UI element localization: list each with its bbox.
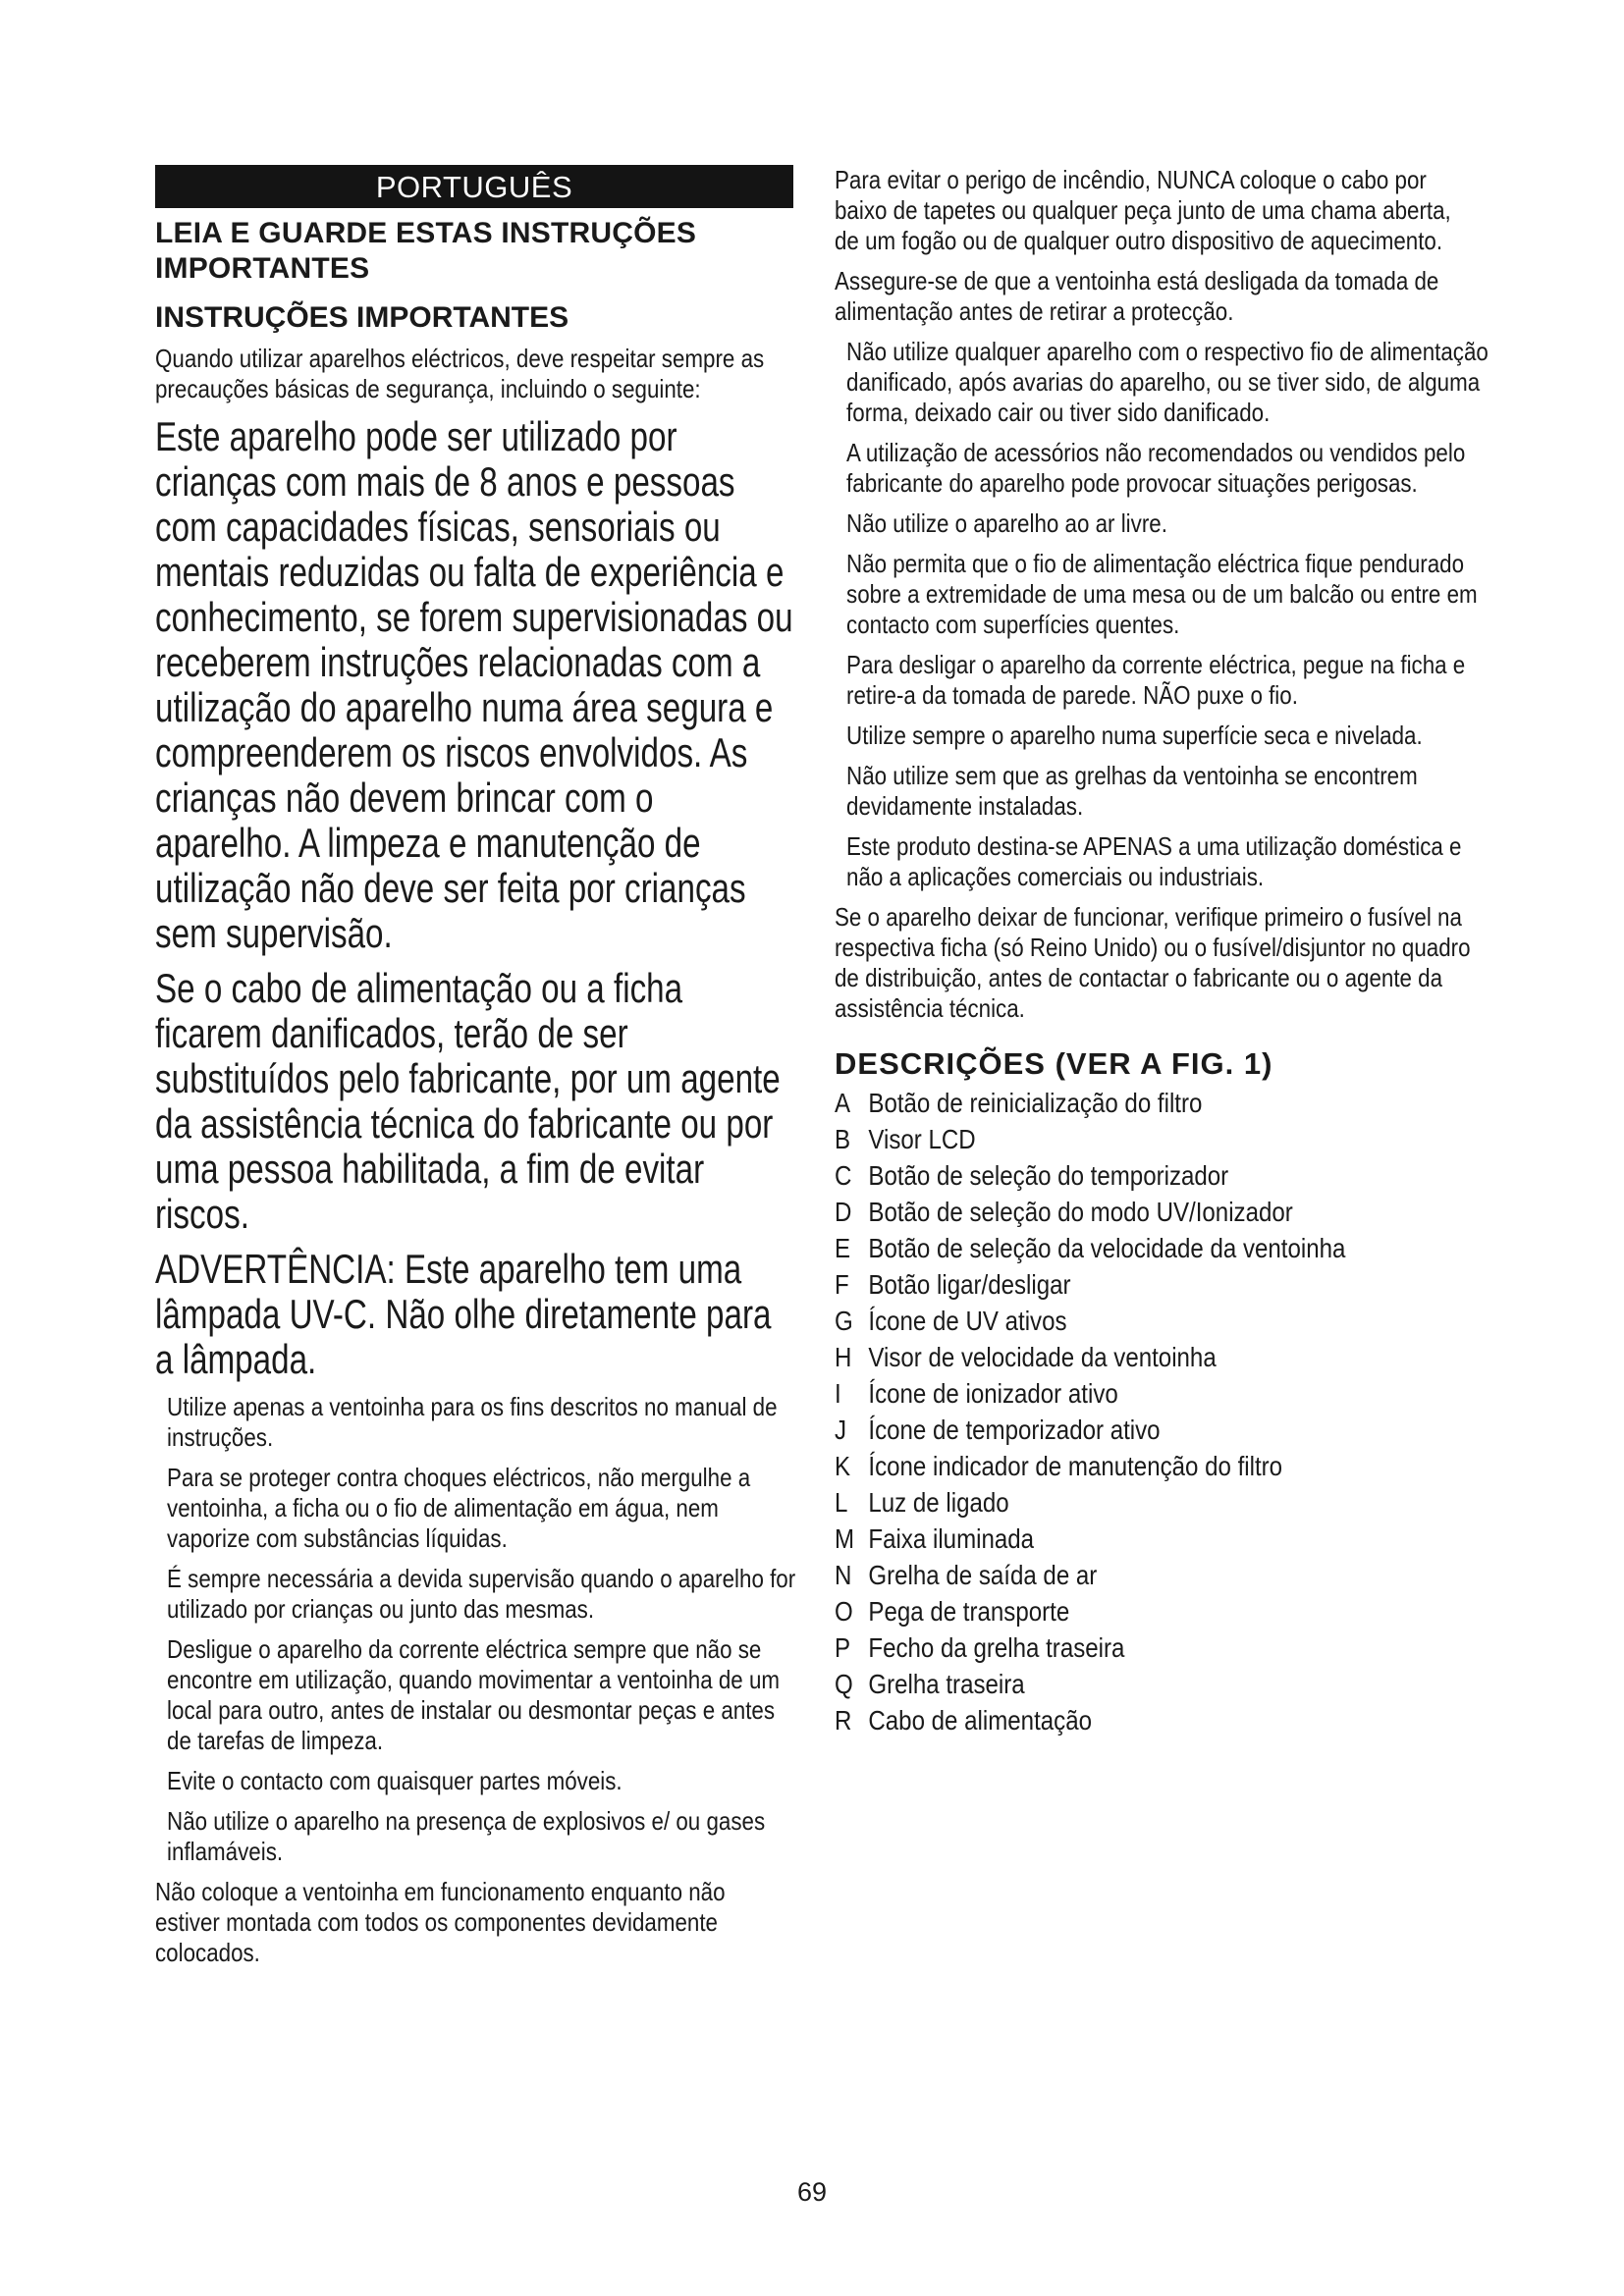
- safety-paragraph: Desligue o aparelho da corrente eléctrica sempre que não se encontre em utilização, quando movimentar a ventoinha de um local para outro, antes de instalar ou desmontar peças e antes de tarefas de limpeza.: [167, 1634, 781, 1755]
- list-item: [835, 1121, 1481, 1157]
- item-text: Ícone de UV ativos: [868, 1306, 1067, 1336]
- item-letter: B: [835, 1124, 851, 1154]
- large-warning-paragraph: Se o cabo de alimentação ou a ficha ficarem danificados, terão de ser substituídos pelo fabricante, por um agente da assistência técnica do fabricante ou por uma pessoa habilitada, a fim de evitar riscos.: [155, 965, 781, 1237]
- list-item: [835, 1448, 1481, 1484]
- item-text: Pega de transporte: [868, 1596, 1070, 1627]
- item-letter: H: [835, 1342, 852, 1372]
- page-number: 69: [796, 2177, 828, 2207]
- item-text: Visor de velocidade da ventoinha: [868, 1342, 1217, 1372]
- safety-paragraph: Assegure-se de que a ventoinha está desligada da tomada de alimentação antes de retirar a protecção.: [835, 266, 1439, 326]
- safety-paragraph: Não coloque a ventoinha em funcionamento enquanto não estiver montada com todos os componentes devidamente colocados.: [155, 1877, 726, 1967]
- item-letter: R: [835, 1705, 852, 1735]
- item-text: Ícone indicador de manutenção do filtro: [868, 1451, 1283, 1481]
- item-text: Botão de reinicialização do filtro: [868, 1088, 1203, 1118]
- item-text: Fecho da grelha traseira: [868, 1632, 1125, 1663]
- list-item: [835, 1266, 1481, 1303]
- item-letter: F: [835, 1269, 849, 1300]
- list-item: [835, 1593, 1481, 1629]
- safety-paragraph: A utilização de acessórios não recomendados ou vendidos pelo fabricante do aparelho pode provocar situações perigosas.: [846, 438, 1466, 498]
- item-letter: D: [835, 1197, 852, 1227]
- descriptions-list: [835, 1085, 1483, 1738]
- safety-paragraph: Não utilize sem que as grelhas da ventoinha se encontrem devidamente instaladas.: [846, 761, 1418, 821]
- uv-warning-paragraph: ADVERTÊNCIA: Este aparelho tem uma lâmpada UV-C. Não olhe diretamente para a lâmpada.: [155, 1246, 772, 1382]
- item-text: Ícone de temporizador ativo: [868, 1415, 1161, 1445]
- main-heading: LEIA E GUARDE ESTAS INSTRUÇÕES IMPORTANTES: [155, 217, 697, 285]
- safety-paragraph: Para se proteger contra choques eléctricos, não mergulhe a ventoinha, a ficha ou o fio de alimentação em água, nem vaporize com substâncias líquidas.: [167, 1463, 751, 1553]
- item-text: Ícone de ionizador ativo: [868, 1378, 1118, 1409]
- item-text: Cabo de alimentação: [868, 1705, 1092, 1735]
- list-item: [835, 1484, 1481, 1521]
- sub-heading: INSTRUÇÕES IMPORTANTES: [155, 301, 569, 334]
- item-letter: K: [835, 1451, 851, 1481]
- list-item: [835, 1085, 1481, 1121]
- safety-paragraph: Utilize apenas a ventoinha para os fins descritos no manual de instruções.: [167, 1392, 778, 1452]
- item-letter: Q: [835, 1669, 853, 1699]
- safety-paragraph: Se o aparelho deixar de funcionar, verifique primeiro o fusível na respectiva ficha (só Reino Unido) ou o fusível/disjuntor no quadro de distribuição, antes de contactar o fabricante ou o agente da assistência técnica.: [835, 902, 1471, 1023]
- item-letter: G: [835, 1306, 853, 1336]
- item-text: Botão de seleção do temporizador: [868, 1160, 1229, 1191]
- list-item: [835, 1375, 1481, 1412]
- list-item: [835, 1230, 1481, 1266]
- safety-paragraph: É sempre necessária a devida supervisão quando o aparelho for utilizado por crianças ou junto das mesmas.: [167, 1564, 796, 1624]
- list-item: [835, 1303, 1481, 1339]
- intro-paragraph: Quando utilizar aparelhos eléctricos, deve respeitar sempre as precauções básicas de segurança, incluindo o seguinte:: [155, 344, 765, 403]
- list-item: [835, 1702, 1481, 1738]
- safety-paragraph: Para desligar o aparelho da corrente eléctrica, pegue na ficha e retire-a da tomada de parede. NÃO puxe o fio.: [846, 650, 1466, 710]
- item-text: Botão ligar/desligar: [868, 1269, 1071, 1300]
- list-item: [835, 1629, 1481, 1666]
- item-text: Botão de seleção da velocidade da ventoinha: [868, 1233, 1346, 1263]
- safety-paragraph: Não utilize qualquer aparelho com o respectivo fio de alimentação danificado, após avarias do aparelho, ou se tiver sido, de alguma forma, deixado cair ou tiver sido danificado.: [846, 337, 1489, 427]
- item-letter: A: [835, 1088, 851, 1118]
- list-item: [835, 1194, 1481, 1230]
- item-text: Grelha traseira: [868, 1669, 1025, 1699]
- list-item: [835, 1666, 1481, 1702]
- safety-paragraph: Para evitar o perigo de incêndio, NUNCA coloque o cabo por baixo de tapetes ou qualquer peça junto de uma chama aberta, de um fogão ou de qualquer outro dispositivo de aquecimento.: [835, 165, 1451, 255]
- item-text: Visor LCD: [868, 1124, 976, 1154]
- descriptions-heading: DESCRIÇÕES (VER A FIG. 1): [835, 1046, 1273, 1081]
- large-warning-paragraph: Este aparelho pode ser utilizado por crianças com mais de 8 anos e pessoas com capacidades físicas, sensoriais ou mentais reduzidas ou falta de experiência e conhecimento, se forem supervisionadas ou receberem instruções relacionadas com a utilização do aparelho numa área segura e compreenderem os riscos envolvidos. As crianças não devem brincar com o aparelho. A limpeza e manutenção de utilização não deve ser feita por crianças sem supervisão.: [155, 413, 793, 956]
- safety-paragraph: Evite o contacto com quaisquer partes móveis.: [167, 1766, 623, 1795]
- safety-paragraph: Não permita que o fio de alimentação eléctrica fique pendurado sobre a extremidade de uma mesa ou de um balcão ou entre em contacto com superfícies quentes.: [846, 549, 1478, 639]
- item-letter: M: [835, 1523, 855, 1554]
- item-letter: I: [835, 1378, 841, 1409]
- list-item: [835, 1557, 1481, 1593]
- list-item: [835, 1339, 1481, 1375]
- list-item: [835, 1157, 1481, 1194]
- item-text: Grelha de saída de ar: [868, 1560, 1098, 1590]
- item-letter: O: [835, 1596, 853, 1627]
- item-text: Faixa iluminada: [868, 1523, 1035, 1554]
- left-column: [155, 165, 796, 1978]
- list-item: [835, 1412, 1481, 1448]
- item-letter: E: [835, 1233, 851, 1263]
- safety-paragraph: Utilize sempre o aparelho numa superfície seca e nivelada.: [846, 721, 1423, 750]
- item-letter: L: [835, 1487, 848, 1518]
- item-letter: P: [835, 1632, 851, 1663]
- list-item: [835, 1521, 1481, 1557]
- item-letter: C: [835, 1160, 852, 1191]
- item-text: Botão de seleção do modo UV/Ionizador: [868, 1197, 1293, 1227]
- item-letter: N: [835, 1560, 852, 1590]
- safety-paragraph: Não utilize o aparelho ao ar livre.: [846, 508, 1167, 538]
- language-banner: PORTUGUÊS: [155, 165, 793, 208]
- item-text: Luz de ligado: [868, 1487, 1009, 1518]
- safety-paragraph: Este produto destina-se APENAS a uma utilização doméstica e não a aplicações comerciais ou industriais.: [846, 831, 1462, 891]
- safety-paragraph: Não utilize o aparelho na presença de explosivos e/ ou gases inflamáveis.: [167, 1806, 766, 1866]
- right-column: [835, 165, 1489, 1738]
- item-letter: J: [835, 1415, 847, 1445]
